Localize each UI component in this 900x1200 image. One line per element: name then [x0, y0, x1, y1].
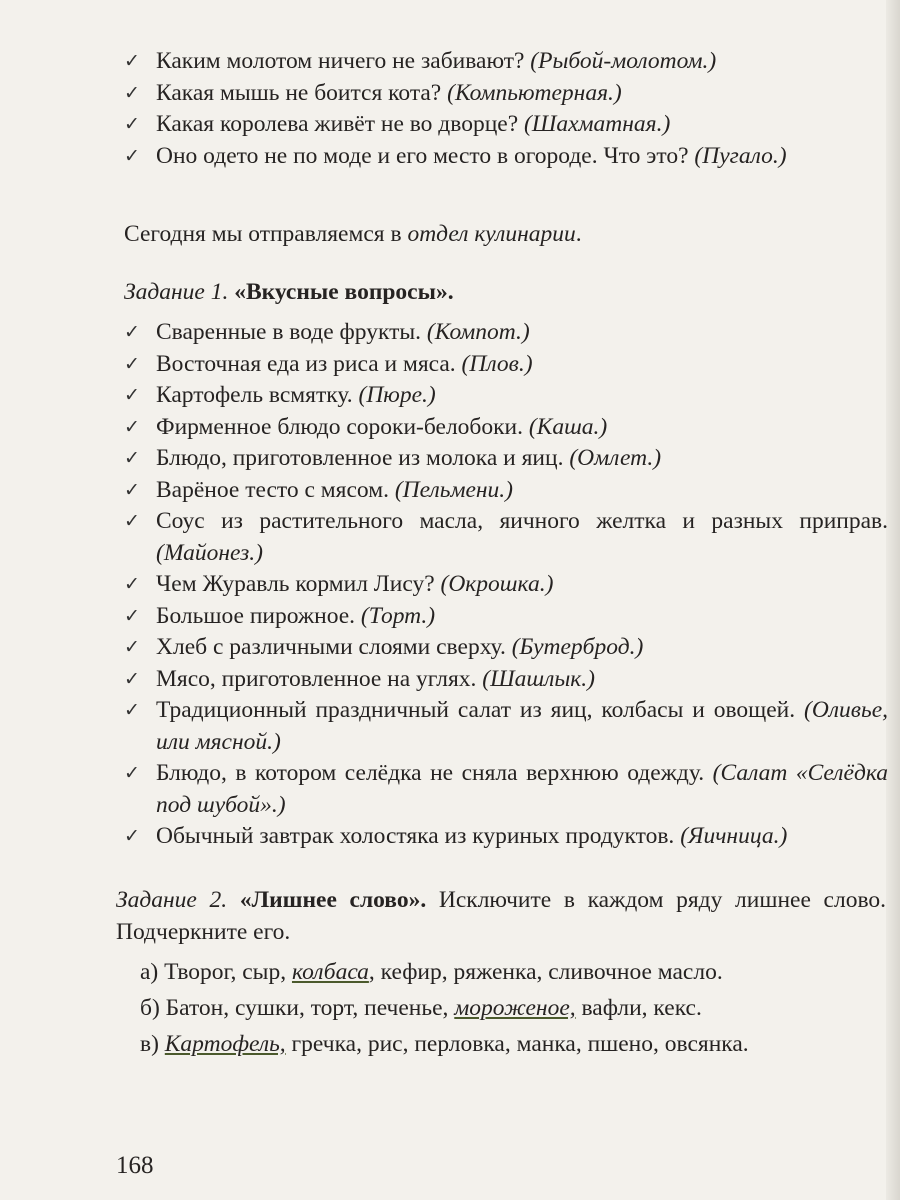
question-text: Чем Журавль кормил Лису? — [156, 571, 435, 597]
list-item — [118, 632, 888, 664]
checkmark-icon: ✓ — [124, 385, 140, 406]
word-row — [116, 1029, 886, 1060]
answer-text: (Плов.) — [461, 350, 533, 377]
checkmark-icon: ✓ — [124, 145, 140, 167]
checkmark-icon: ✓ — [124, 637, 140, 658]
row-text-before: б) Батон, сушки, торт, печенье, — [140, 995, 455, 1021]
checkmark-icon: ✓ — [124, 479, 140, 501]
answer-text: (Компот.) — [426, 319, 530, 345]
checkmark-icon: ✓ — [124, 511, 140, 532]
answer-text: (Майонез.) — [156, 539, 263, 566]
row-text-after: гречка, рис, перловка, манка, пшено, овсянка. — [285, 1031, 749, 1057]
checkmark-icon: ✓ — [124, 114, 140, 135]
list-item — [118, 78, 888, 110]
question-text: Блюдо, приготовленное из молока и яиц. — [156, 445, 564, 471]
question-text: Каким молотом ничего не забивают? — [156, 48, 525, 74]
list-item — [118, 664, 888, 696]
task2-title: «Лишнее слово». — [239, 887, 427, 913]
question-text: Какая королева живёт не во дворце? — [156, 111, 519, 137]
checkmark-icon: ✓ — [124, 448, 140, 469]
list-item — [118, 412, 888, 444]
answer-text: (Оливье, или мясной.) — [156, 697, 889, 755]
task1-label: Задание 1. — [124, 279, 229, 305]
checkmark-icon: ✓ — [124, 416, 140, 438]
checkmark-icon: ✓ — [124, 51, 140, 72]
question-text: Обычный завтрак холостяка из куриных продуктов. — [156, 823, 675, 849]
intro-end: . — [575, 221, 582, 247]
list-item — [118, 317, 888, 349]
list-item — [118, 758, 888, 821]
row-text-before: а) Творог, сыр, — [140, 959, 292, 985]
answer-text: (Торт.) — [360, 602, 436, 629]
row-text-before: в) — [140, 1031, 165, 1057]
answer-text: (Пельмени.) — [394, 476, 513, 503]
intro-emphasis: отдел кулинарии — [407, 221, 576, 247]
task2-label: Задание 2. — [116, 887, 228, 913]
question-text: Сваренные в воде фрукты. — [156, 319, 422, 345]
list-item — [118, 109, 888, 141]
list-item — [118, 475, 888, 507]
intro-paragraph — [124, 218, 894, 250]
list-item — [118, 601, 888, 633]
list-item — [118, 569, 888, 601]
checkmark-icon: ✓ — [124, 826, 140, 847]
answer-text: (Шахматная.) — [524, 111, 671, 137]
answer-text: (Пюре.) — [358, 382, 436, 408]
underlined-word: мороженое, — [454, 995, 576, 1021]
checkmark-icon: ✓ — [124, 574, 140, 595]
task1-list — [118, 317, 888, 853]
answer-text: (Омлет.) — [569, 445, 662, 471]
list-item — [118, 46, 888, 78]
checkmark-icon: ✓ — [124, 700, 140, 721]
question-text: Какая мышь не боится кота? — [156, 79, 442, 106]
answer-text: (Каша.) — [528, 413, 608, 440]
question-text: Большое пирожное. — [156, 602, 356, 629]
checkmark-icon: ✓ — [124, 763, 140, 784]
question-text: Блюдо, в котором селёдка не сняла верхнюю одежду. — [156, 760, 705, 786]
checkmark-icon: ✓ — [124, 605, 140, 627]
question-text: Восточная еда из риса и мяса. — [156, 350, 456, 377]
task1-heading — [124, 276, 894, 308]
word-row — [116, 993, 886, 1024]
task2-instruction: Исключите в каждом ряду лишнее слово. Подчеркните его. — [116, 887, 887, 945]
answer-text: (Яичница.) — [680, 823, 788, 849]
question-text: Оно одето не по моде и его место в огороде. Что это? — [156, 142, 689, 169]
question-text: Хлеб с различными слоями сверху. — [156, 634, 506, 660]
answer-text: (Рыбой-молотом.) — [530, 48, 717, 74]
answer-text: (Компьютерная.) — [447, 79, 622, 106]
question-text: Картофель всмятку. — [156, 382, 353, 408]
task2-rows — [116, 957, 886, 1065]
answer-text: (Салат «Селёдка под шубой».) — [156, 760, 888, 818]
answer-text: (Окрошка.) — [440, 571, 554, 597]
answer-text: (Пугало.) — [694, 142, 787, 169]
list-item — [118, 695, 888, 758]
intro-text: Сегодня мы отправляемся в — [124, 221, 408, 247]
list-item — [118, 141, 888, 173]
underlined-word: Картофель, — [164, 1031, 286, 1057]
question-text: Варёное тесто с мясом. — [156, 476, 389, 503]
list-item — [118, 821, 888, 853]
answer-text: (Бутерброд.) — [511, 634, 644, 660]
task2-heading — [116, 884, 886, 948]
list-item — [118, 380, 888, 412]
checkmark-icon: ✓ — [124, 82, 140, 104]
checkmark-icon: ✓ — [124, 668, 140, 690]
underlined-word: колбаса — [291, 959, 369, 985]
list-item — [118, 349, 888, 381]
checkmark-icon: ✓ — [124, 353, 140, 375]
list-item — [118, 506, 888, 569]
row-text-after: , кефир, ряженка, сливочное масло. — [368, 959, 723, 985]
list-item — [118, 443, 888, 475]
question-text: Соус из растительного масла, яичного желтка и разных приправ. — [156, 508, 888, 534]
page-number: 168 — [116, 1152, 154, 1179]
question-text: Фирменное блюдо сороки-белобоки. — [156, 413, 524, 440]
checkmark-icon: ✓ — [124, 322, 140, 343]
answer-text: (Шашлык.) — [482, 665, 595, 692]
question-text: Мясо, приготовленное на углях. — [156, 665, 477, 692]
row-text-after: вафли, кекс. — [575, 995, 702, 1021]
task1-title: «Вкусные вопросы». — [234, 279, 454, 305]
page-edge-shadow — [886, 0, 900, 1200]
question-text: Традиционный праздничный салат из яиц, колбасы и овощей. — [156, 697, 796, 723]
riddles-list — [118, 46, 888, 172]
word-row — [116, 957, 886, 988]
